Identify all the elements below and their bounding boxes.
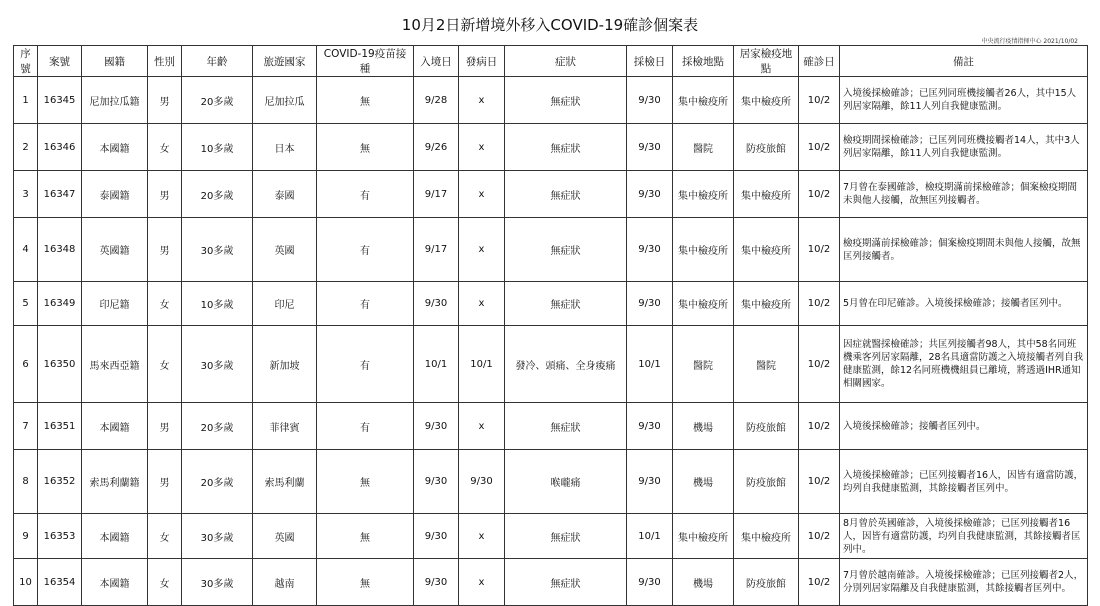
cell-symptom: 無症狀: [505, 171, 627, 218]
cell-test-date: 9/30: [627, 450, 673, 514]
header-test-site: 採檢地點: [673, 46, 734, 77]
cell-sex: 女: [148, 514, 182, 559]
cell-symptom: 無症狀: [505, 282, 627, 326]
cell-travel-country: 印尼: [253, 282, 317, 326]
cell-onset-date: x: [459, 514, 505, 559]
cell-onset-date: x: [459, 559, 505, 606]
cell-case-no: 16350: [38, 326, 82, 403]
cell-seq: 1: [14, 77, 38, 124]
header-age: 年齡: [182, 46, 253, 77]
cell-symptom: 無症狀: [505, 559, 627, 606]
cell-vaccine: 無: [317, 514, 414, 559]
cell-test-date: 9/30: [627, 77, 673, 124]
cell-sex: 男: [148, 218, 182, 282]
cell-confirm-date: 10/2: [799, 171, 840, 218]
header-entry-date: 入境日: [414, 46, 459, 77]
table-row: [14, 124, 1088, 171]
cell-remark: 因症就醫採檢確診；共匡列接觸者98人，其中58名同班機乘客列居家隔離，28名具適當防護之入境接觸者列自我健康監測，餘12名同班機機組員已離境，將透過IHR通知相關國家。: [840, 326, 1088, 403]
cell-confirm-date: 10/2: [799, 559, 840, 606]
cell-travel-country: 新加坡: [253, 326, 317, 403]
cell-quarantine-site: 醫院: [734, 326, 799, 403]
cell-sex: 女: [148, 559, 182, 606]
cell-test-site: 集中檢疫所: [673, 77, 734, 124]
cell-vaccine: 有: [317, 218, 414, 282]
table-row: [14, 282, 1088, 326]
header-seq: 序號: [14, 46, 38, 77]
cell-case-no: 16348: [38, 218, 82, 282]
cell-nationality: 本國籍: [82, 124, 148, 171]
cell-quarantine-site: 集中檢疫所: [734, 171, 799, 218]
cell-travel-country: 英國: [253, 218, 317, 282]
case-table: [13, 45, 1088, 606]
cell-nationality: 本國籍: [82, 514, 148, 559]
cell-seq: 4: [14, 218, 38, 282]
cell-sex: 男: [148, 450, 182, 514]
cell-entry-date: 9/30: [414, 450, 459, 514]
cell-symptom: 無症狀: [505, 218, 627, 282]
cell-remark: 7月曾在泰國確診，檢疫期滿前採檢確診；個案檢疫期間未與他人接觸，故無匡列接觸者。: [840, 171, 1088, 218]
table-row: [14, 450, 1088, 514]
cell-confirm-date: 10/2: [799, 326, 840, 403]
cell-quarantine-site: 集中檢疫所: [734, 282, 799, 326]
cell-confirm-date: 10/2: [799, 124, 840, 171]
source-note: 中央流行疫情指揮中心 2021/10/02: [981, 38, 1078, 45]
cell-test-site: 機場: [673, 559, 734, 606]
header-onset-date: 發病日: [459, 46, 505, 77]
cell-age: 20多歲: [182, 77, 253, 124]
cell-confirm-date: 10/2: [799, 403, 840, 450]
header-vaccine: COVID-19疫苗接種: [317, 46, 414, 77]
cell-vaccine: 無: [317, 124, 414, 171]
cell-age: 30多歲: [182, 514, 253, 559]
cell-symptom: 無症狀: [505, 514, 627, 559]
header-test-date: 採檢日: [627, 46, 673, 77]
cell-quarantine-site: 防疫旅館: [734, 403, 799, 450]
cell-test-date: 9/30: [627, 559, 673, 606]
cell-entry-date: 9/30: [414, 514, 459, 559]
cell-remark: 入境後採檢確診；已匡列接觸者16人，因皆有適當防護，均列自我健康監測，其餘接觸者匡列中。: [840, 450, 1088, 514]
cell-quarantine-site: 防疫旅館: [734, 450, 799, 514]
header-nationality: 國籍: [82, 46, 148, 77]
cell-case-no: 16347: [38, 171, 82, 218]
table-row: [14, 77, 1088, 124]
cell-remark: 檢疫期滿前採檢確診；個案檢疫期間未與他人接觸，故無匡列接觸者。: [840, 218, 1088, 282]
cell-nationality: 英國籍: [82, 218, 148, 282]
cell-quarantine-site: 集中檢疫所: [734, 218, 799, 282]
cell-test-date: 9/30: [627, 282, 673, 326]
cell-confirm-date: 10/2: [799, 514, 840, 559]
cell-nationality: 泰國籍: [82, 171, 148, 218]
cell-remark: 檢疫期間採檢確診；已匡列同班機接觸者14人，其中3人列居家隔離，餘11人列自我健康監測。: [840, 124, 1088, 171]
cell-case-no: 16349: [38, 282, 82, 326]
cell-seq: 7: [14, 403, 38, 450]
cell-test-site: 集中檢疫所: [673, 171, 734, 218]
cell-entry-date: 9/26: [414, 124, 459, 171]
header-travel-country: 旅遊國家: [253, 46, 317, 77]
cell-symptom: 無症狀: [505, 77, 627, 124]
cell-travel-country: 尼加拉瓜: [253, 77, 317, 124]
cell-nationality: 印尼籍: [82, 282, 148, 326]
cell-remark: 8月曾於英國確診，入境後採檢確診；已匡列接觸者16人，因皆有適當防護，均列自我健康監測，其餘接觸者匡列中。: [840, 514, 1088, 559]
cell-onset-date: x: [459, 77, 505, 124]
cell-vaccine: 無: [317, 559, 414, 606]
cell-sex: 男: [148, 77, 182, 124]
cell-entry-date: 10/1: [414, 326, 459, 403]
page-title: 10月2日新增境外移入COVID-19確診個案表: [401, 16, 699, 34]
cell-entry-date: 9/30: [414, 403, 459, 450]
cell-remark: 5月曾在印尼確診。入境後採檢確診；接觸者匡列中。: [840, 282, 1088, 326]
cell-quarantine-site: 集中檢疫所: [734, 77, 799, 124]
table-row: [14, 218, 1088, 282]
cell-test-date: 9/30: [627, 403, 673, 450]
cell-seq: 5: [14, 282, 38, 326]
cell-test-site: 機場: [673, 450, 734, 514]
cell-quarantine-site: 防疫旅館: [734, 559, 799, 606]
header-confirm-date: 確診日: [799, 46, 840, 77]
cell-confirm-date: 10/2: [799, 282, 840, 326]
cell-age: 30多歲: [182, 326, 253, 403]
cell-age: 20多歲: [182, 171, 253, 218]
cell-case-no: 16352: [38, 450, 82, 514]
table-row: [14, 403, 1088, 450]
header-case-no: 案號: [38, 46, 82, 77]
cell-onset-date: x: [459, 124, 505, 171]
cell-nationality: 索馬利蘭籍: [82, 450, 148, 514]
cell-entry-date: 9/30: [414, 282, 459, 326]
cell-sex: 女: [148, 282, 182, 326]
cell-sex: 男: [148, 403, 182, 450]
cell-age: 30多歲: [182, 218, 253, 282]
cell-test-date: 9/30: [627, 218, 673, 282]
cell-onset-date: x: [459, 171, 505, 218]
cell-age: 20多歲: [182, 403, 253, 450]
cell-sex: 女: [148, 326, 182, 403]
cell-seq: 2: [14, 124, 38, 171]
cell-vaccine: 有: [317, 282, 414, 326]
cell-test-date: 10/1: [627, 326, 673, 403]
table-row: [14, 171, 1088, 218]
cell-case-no: 16353: [38, 514, 82, 559]
cell-vaccine: 無: [317, 77, 414, 124]
cell-remark: 入境後採檢確診；已匡列同班機接觸者26人，其中15人列居家隔離，餘11人列自我健康監測。: [840, 77, 1088, 124]
cell-confirm-date: 10/2: [799, 450, 840, 514]
cell-symptom: 發冷、頭痛、全身痠痛: [505, 326, 627, 403]
cell-nationality: 本國籍: [82, 403, 148, 450]
table-row: [14, 326, 1088, 403]
cell-seq: 9: [14, 514, 38, 559]
cell-nationality: 尼加拉瓜籍: [82, 77, 148, 124]
cell-vaccine: 無: [317, 450, 414, 514]
cell-sex: 女: [148, 124, 182, 171]
header-symptom: 症狀: [505, 46, 627, 77]
cell-symptom: 無症狀: [505, 403, 627, 450]
cell-test-site: 集中檢疫所: [673, 282, 734, 326]
cell-age: 10多歲: [182, 282, 253, 326]
cell-travel-country: 日本: [253, 124, 317, 171]
cell-entry-date: 9/17: [414, 171, 459, 218]
cell-symptom: 無症狀: [505, 124, 627, 171]
cell-onset-date: x: [459, 282, 505, 326]
cell-case-no: 16351: [38, 403, 82, 450]
cell-confirm-date: 10/2: [799, 77, 840, 124]
cell-entry-date: 9/30: [414, 559, 459, 606]
cell-confirm-date: 10/2: [799, 218, 840, 282]
cell-onset-date: 10/1: [459, 326, 505, 403]
cell-travel-country: 索馬利蘭: [253, 450, 317, 514]
cell-test-site: 醫院: [673, 124, 734, 171]
header-remark: 備註: [840, 46, 1088, 77]
cell-onset-date: x: [459, 403, 505, 450]
cell-test-date: 10/1: [627, 514, 673, 559]
header-sex: 性別: [148, 46, 182, 77]
cell-nationality: 本國籍: [82, 559, 148, 606]
cell-age: 10多歲: [182, 124, 253, 171]
cell-test-site: 醫院: [673, 326, 734, 403]
cell-age: 30多歲: [182, 559, 253, 606]
cell-test-site: 集中檢疫所: [673, 218, 734, 282]
cell-entry-date: 9/17: [414, 218, 459, 282]
cell-quarantine-site: 集中檢疫所: [734, 514, 799, 559]
cell-seq: 3: [14, 171, 38, 218]
cell-test-date: 9/30: [627, 171, 673, 218]
cell-sex: 男: [148, 171, 182, 218]
cell-case-no: 16345: [38, 77, 82, 124]
cell-case-no: 16346: [38, 124, 82, 171]
cell-travel-country: 越南: [253, 559, 317, 606]
cell-quarantine-site: 防疫旅館: [734, 124, 799, 171]
cell-travel-country: 菲律賓: [253, 403, 317, 450]
cell-age: 20多歲: [182, 450, 253, 514]
table-row: [14, 514, 1088, 559]
cell-vaccine: 有: [317, 403, 414, 450]
cell-remark: 7月曾於越南確診。入境後採檢確診；已匡列接觸者2人，分別列居家隔離及自我健康監測，其餘接觸者匡列中。: [840, 559, 1088, 606]
cell-symptom: 喉嚨痛: [505, 450, 627, 514]
cell-seq: 6: [14, 326, 38, 403]
header-row: [14, 46, 1088, 77]
cell-vaccine: 有: [317, 171, 414, 218]
cell-nationality: 馬來西亞籍: [82, 326, 148, 403]
table-row: [14, 559, 1088, 606]
cell-test-date: 9/30: [627, 124, 673, 171]
header-quarantine-site: 居家檢疫地點: [734, 46, 799, 77]
cell-seq: 8: [14, 450, 38, 514]
cell-case-no: 16354: [38, 559, 82, 606]
cell-onset-date: 9/30: [459, 450, 505, 514]
cell-entry-date: 9/28: [414, 77, 459, 124]
cell-travel-country: 英國: [253, 514, 317, 559]
cell-remark: 入境後採檢確診；接觸者匡列中。: [840, 403, 1088, 450]
cell-test-site: 機場: [673, 403, 734, 450]
cell-onset-date: x: [459, 218, 505, 282]
cell-test-site: 集中檢疫所: [673, 514, 734, 559]
cell-travel-country: 泰國: [253, 171, 317, 218]
cell-vaccine: 有: [317, 326, 414, 403]
cell-seq: 10: [14, 559, 38, 606]
